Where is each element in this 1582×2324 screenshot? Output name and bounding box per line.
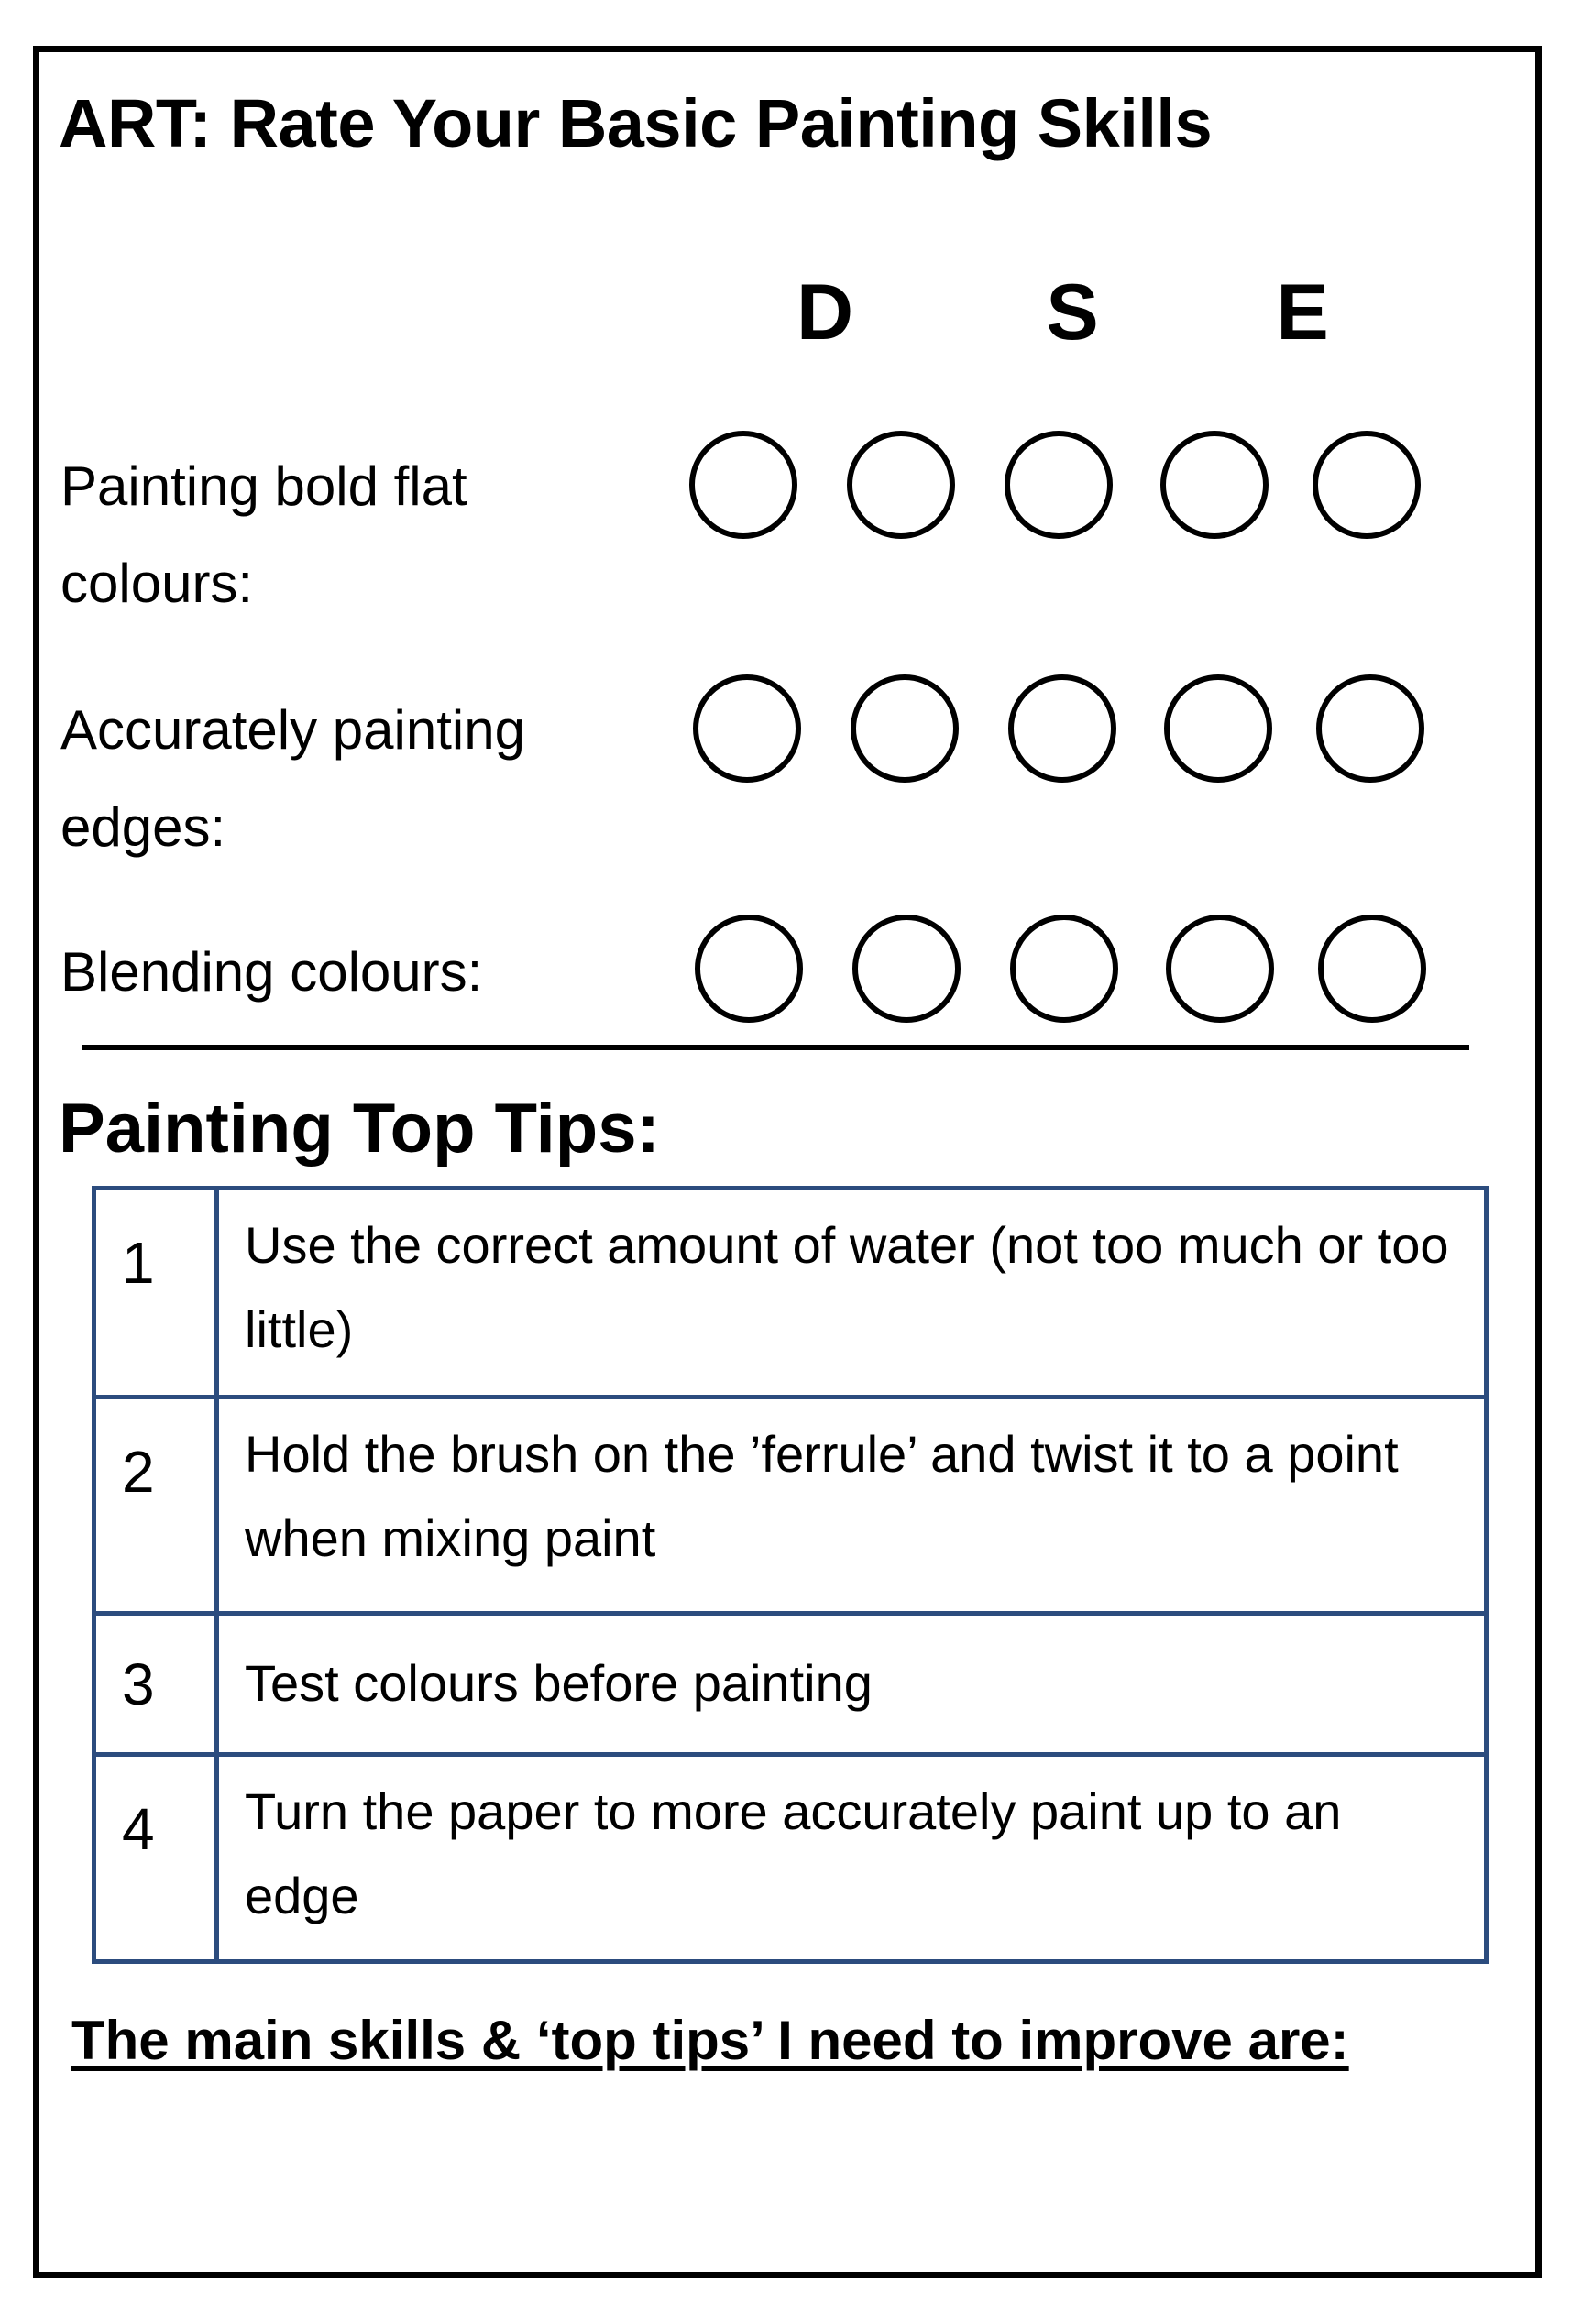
rating-circle-2[interactable] [847, 431, 955, 539]
improvement-prompt: The main skills & ‘top tips’ I need to improve are: [71, 2010, 1349, 2071]
rating-circle-5[interactable] [1313, 431, 1421, 539]
tip-text: Turn the paper to more accurately paint up to an edge [217, 1755, 1487, 1962]
rating-row-blending [689, 915, 1441, 1037]
skill-label-edges: Accurately painting edges: [60, 699, 525, 858]
rating-circle-2[interactable] [852, 915, 961, 1023]
tip-number: 2 [94, 1398, 217, 1614]
rating-circle-4[interactable] [1160, 431, 1269, 539]
section-divider [82, 1045, 1469, 1050]
rating-circle-3[interactable] [1010, 915, 1118, 1023]
tip-number: 4 [94, 1755, 217, 1962]
tip-text: Use the correct amount of water (not too much or too little) [217, 1189, 1487, 1398]
rating-circle-1[interactable] [695, 915, 803, 1023]
rating-circle-1[interactable] [693, 674, 801, 783]
rating-circle-5[interactable] [1316, 674, 1424, 783]
scale-label-s: S [1046, 269, 1099, 356]
rating-circle-3[interactable] [1005, 431, 1113, 539]
rating-circle-4[interactable] [1164, 674, 1272, 783]
tips-table [92, 1186, 1489, 1964]
skill-label-blending: Blending colours: [60, 941, 483, 1003]
table-row [94, 1189, 1487, 1398]
tip-number: 1 [94, 1189, 217, 1398]
rating-circle-4[interactable] [1166, 915, 1274, 1023]
tip-number: 3 [94, 1614, 217, 1755]
rating-circle-5[interactable] [1318, 915, 1426, 1023]
table-row [94, 1614, 1487, 1755]
rating-circle-1[interactable] [689, 431, 797, 539]
tips-heading: Painting Top Tips: [59, 1090, 660, 1167]
rating-circle-2[interactable] [851, 674, 959, 783]
table-row [94, 1755, 1487, 1962]
skill-label-flat-colours: Painting bold flat colours: [60, 455, 467, 614]
rating-circle-3[interactable] [1008, 674, 1116, 783]
tip-text: Hold the brush on the ’ferrule’ and twist it to a point when mixing paint [217, 1398, 1487, 1614]
page-title: ART: Rate Your Basic Painting Skills [59, 85, 1213, 161]
rating-row-edges [689, 674, 1441, 797]
scale-label-e: E [1276, 269, 1329, 356]
rating-row-flat-colours [689, 431, 1441, 554]
scale-label-d: D [796, 269, 854, 356]
table-row [94, 1398, 1487, 1614]
tip-text: Test colours before painting [217, 1614, 1487, 1755]
